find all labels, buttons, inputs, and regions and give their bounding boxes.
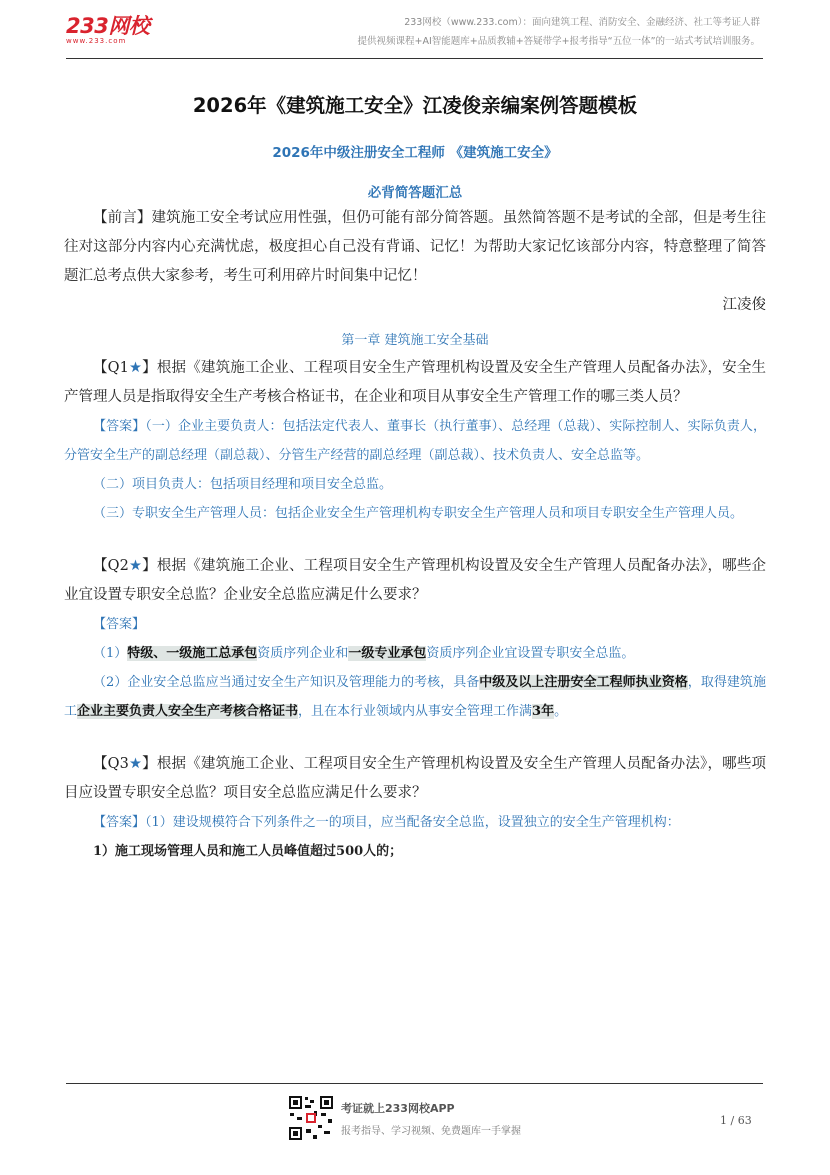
highlight: 企业主要负责人安全生产考核合格证书 (77, 704, 299, 719)
highlight: 特级、一级施工总承包 (127, 646, 258, 661)
q2-text: 】根据《建筑施工企业、工程项目安全生产管理机构设置及安全生产管理人员配备办法》，哪些企业宜设置专职安全总监？企业安全总监应满足什么要求？ (64, 558, 767, 603)
q3-text: 】根据《建筑施工企业、工程项目安全生产管理机构设置及安全生产管理人员配备办法》，哪些项目应设置专职安全总监？项目安全总监应满足什么要求？ (64, 756, 767, 801)
header-line-1: 233网校（www.233.com）：面向建筑工程、消防安全、金融经济、社工等考证人群 (404, 17, 760, 28)
text-run: 资质序列企业宜设置专职安全总监。 (426, 646, 635, 661)
text-run: 。 (554, 704, 568, 719)
q3-answer-1: 【答案】（1）建设规模符合下列条件之一的项目，应当配备安全总监，设置独立的安全生产管理机构： (93, 815, 680, 830)
q1-label: 【Q1 (93, 360, 129, 376)
header-divider (66, 58, 763, 59)
q2-answer-1 (64, 639, 766, 668)
star-icon: ★ (128, 756, 143, 772)
highlight: 一级专业承包 (348, 646, 427, 661)
q3-answer-2: 1）施工现场管理人员和施工人员峰值超过500人的； (93, 844, 403, 859)
document-title: 2026年《建筑施工安全》江凌俊亲编案例答题模板 (192, 94, 638, 117)
footer-divider (66, 1083, 763, 1084)
q3-label: 【Q3 (93, 756, 129, 772)
text-run: ，取得建筑施工 (64, 675, 766, 719)
star-icon: ★ (128, 558, 143, 574)
question-q1 (64, 354, 766, 412)
text-run: ，且在本行业领域内从事安全管理工作满 (298, 704, 533, 719)
header-slogan (358, 13, 761, 51)
footer-app-title: 考证就上233网校APP (341, 1102, 455, 1115)
q2-answer-label: 【答案】 (93, 617, 146, 632)
document-body (64, 85, 766, 866)
q1-text: 】根据《建筑施工企业、工程项目安全生产管理机构设置及安全生产管理人员配备办法》，安全生产管理人员是指取得安全生产考核合格证书，在企业和项目从事安全生产管理工作的哪三类人员？ (64, 360, 767, 405)
brand-logo (66, 10, 149, 45)
footer-app-subtitle: 报考指导、学习视频、免费题库一手掌握 (341, 1126, 521, 1137)
highlight: 3年 (532, 704, 555, 719)
q1-answer-1: 【答案】（一）企业主要负责人：包括法定代表人、董事长（执行董事）、总经理（总裁）、实际控制人、实际负责人，分管安全生产的副总经理（副总裁）、分管生产经营的副总经理（副总裁）、技术负责人、安全总监等。 (64, 419, 766, 463)
text-run: （2）企业安全总监应当通过安全生产知识及管理能力的考核，具备 (93, 675, 480, 690)
logo-text: 233网校 (66, 14, 150, 38)
text-run: （1） (93, 646, 128, 661)
q1-answer-2: （二）项目负责人：包括项目经理和项目安全总监。 (93, 477, 393, 492)
highlight: 中级及以上注册安全工程师执业资格 (479, 675, 688, 690)
q2-label: 【Q2 (93, 558, 129, 574)
page-header (0, 0, 830, 60)
qr-code-icon (288, 1095, 334, 1141)
question-q2 (64, 552, 766, 610)
author-name: 江凌俊 (722, 297, 766, 313)
q1-answer-3: （三）专职安全生产管理人员：包括企业安全生产管理机构专职安全生产管理人员和项目专职安全生产管理人员。 (93, 506, 744, 521)
document-subtitle: 2026年中级注册安全工程师 《建筑施工安全》 (272, 145, 558, 161)
star-icon: ★ (128, 360, 143, 376)
text-run: 资质序列企业和 (257, 646, 349, 661)
q2-answer-2 (64, 668, 766, 726)
chapter-heading: 第一章 建筑施工安全基础 (341, 333, 489, 348)
logo-url: www.233.com (66, 37, 127, 45)
page-number: 1 / 63 (720, 1114, 752, 1127)
preface-paragraph: 【前言】建筑施工安全考试应用性强，但仍可能有部分简答题。虽然简答题不是考试的全部，但是考生往往对这部分内容内心充满忧虑，极度担心自己没有背诵、记忆！为帮助大家记忆该部分内容，特意整理了简答题汇总考点供大家参考，考生可利用碎片时间集中记忆！ (64, 210, 766, 284)
header-line-2: 提供视频课程+AI智能题库+品质教辅+答疑带学+报考指导“五位一体”的一站式考试培训服务。 (357, 36, 760, 47)
question-q3 (64, 750, 766, 808)
section-heading: 必背简答题汇总 (367, 185, 463, 201)
